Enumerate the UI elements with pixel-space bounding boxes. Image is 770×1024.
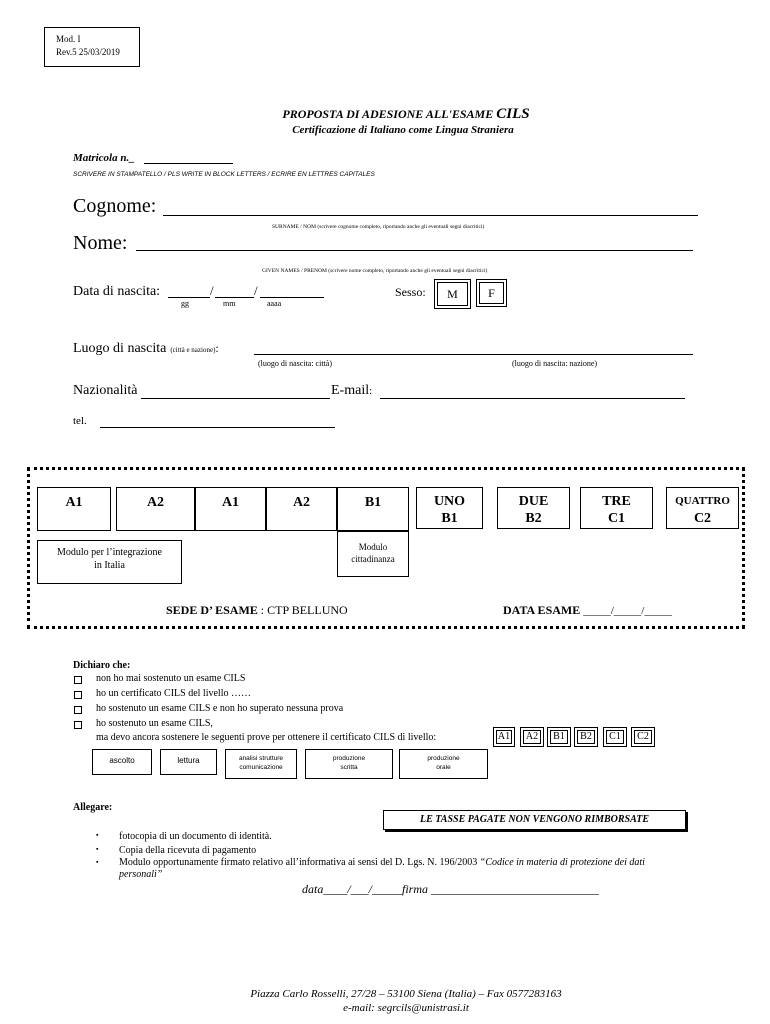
allegare-title: Allegare: [73, 802, 113, 813]
cert-level-label: A1 [497, 731, 511, 742]
email-field[interactable] [380, 384, 685, 399]
prova-label: ascolto [109, 756, 135, 765]
level-box-uno-b1[interactable] [416, 487, 483, 529]
luogo-label [73, 339, 219, 357]
bullet-icon: ▪ [96, 831, 99, 839]
level-box-a1-integrazione[interactable] [37, 487, 111, 531]
nazionalita-field[interactable] [141, 384, 330, 399]
cert-level-c1[interactable] [606, 730, 624, 744]
prova-label: analisi strutture comunicazione [238, 755, 284, 771]
modulo-cittadinanza-line1: Modulo [358, 542, 388, 552]
level-box-quattro-c2[interactable] [666, 487, 739, 529]
dob-sep1: / [210, 283, 214, 298]
level-label: TRE [602, 494, 631, 509]
dob-day-field[interactable] [168, 284, 210, 298]
sede-label: SEDE D’ ESAME [166, 603, 258, 617]
bullet-icon: ▪ [96, 845, 99, 853]
checkbox-mai-sostenuto[interactable] [74, 676, 82, 684]
modulo-cittadinanza-line2: cittadinanza [351, 554, 395, 564]
mod-box [44, 27, 140, 67]
level-label: A2 [146, 495, 165, 510]
modulo-integrazione-box [37, 540, 182, 584]
bullet-icon: ▪ [96, 858, 99, 866]
cert-level-a1[interactable] [496, 730, 512, 744]
luogo-citta-hint: (luogo di nascita: città) [258, 359, 332, 368]
level-label: QUATTRO [675, 495, 730, 507]
page-title [0, 106, 770, 123]
title-cils: CILS [496, 106, 530, 122]
matricola-label: Matricola n._ [73, 152, 135, 164]
footer-email: e-mail: segrcils@unistrasi.it [343, 1002, 469, 1014]
level-box-tre-c1[interactable] [580, 487, 653, 529]
luogo-nazione-hint: (luogo di nascita: nazione) [512, 359, 598, 368]
level-sublabel: B1 [441, 511, 458, 526]
luogo-colon: : [215, 341, 219, 355]
dob-gg-hint: gg [181, 299, 189, 308]
mod-revision: Rev.5 25/03/2019 [56, 47, 120, 57]
checkbox-prove-mancanti[interactable] [74, 721, 82, 729]
matricola-hint: SCRIVERE IN STAMPATELLO / PLS WRITE IN BLOCK LETTERS / ECRIRE EN LETTRES CAPITALES [73, 171, 375, 178]
tasse-text: LE TASSE PAGATE NON VENGONO RIMBORSATE [419, 814, 650, 825]
cert-level-label: B1 [553, 731, 565, 742]
level-box-a2-integrazione[interactable] [116, 487, 195, 531]
dob-mm-hint: mm [223, 299, 236, 308]
data-esame-value[interactable]: _____/_____/_____ [583, 605, 672, 617]
page-subtitle: Certificazione di Italiano come Lingua Straniera [292, 124, 514, 136]
email-label-text: E-mail [331, 383, 370, 398]
modulo-integrazione-line2: in Italia [94, 560, 125, 571]
level-box-due-b2[interactable] [497, 487, 570, 529]
cert-level-b1[interactable] [550, 730, 568, 744]
cert-level-a2[interactable] [523, 730, 541, 744]
sesso-f-label: F [488, 286, 495, 300]
allegare-item-3-italic2: personali” [119, 869, 163, 880]
dob-month-field[interactable] [215, 284, 254, 298]
cert-level-c2[interactable] [634, 730, 652, 744]
email-colon: : [369, 385, 373, 397]
level-box-b1-cittadinanza[interactable] [337, 487, 409, 531]
allegare-item-1: fotocopia di un documento di identità. [119, 831, 272, 842]
cert-level-label: A2 [525, 731, 539, 742]
prova-lettura[interactable] [160, 749, 217, 775]
mod-line1: Mod. I [56, 34, 81, 44]
dichiaro-title: Dichiaro che: [73, 660, 131, 671]
dichiaro-item-2: ho un certificato CILS del livello …… [96, 688, 251, 699]
sede-esame [166, 603, 348, 618]
sede-value: : CTP BELLUNO [257, 603, 348, 617]
allegare-item-3 [119, 857, 739, 881]
dob-year-field[interactable] [260, 284, 324, 298]
sesso-m-label: M [447, 287, 458, 301]
email-label [331, 383, 372, 399]
data-esame-label: DATA ESAME [503, 603, 581, 617]
level-sublabel: B2 [525, 511, 542, 526]
cert-level-b2[interactable] [577, 730, 595, 744]
cognome-field[interactable] [163, 197, 698, 216]
dichiaro-item-3: ho sostenuto un esame CILS e non ho superato nessuna prova [96, 703, 344, 714]
modulo-integrazione-line1: Modulo per l’integrazione [57, 547, 162, 558]
level-label: A1 [221, 495, 240, 510]
level-label: A1 [65, 495, 83, 510]
dichiaro-item-1: non ho mai sostenuto un esame CILS [96, 673, 246, 684]
luogo-label-small: (città e nazione) [170, 346, 216, 354]
tel-label: tel. [73, 415, 87, 427]
sesso-m-box[interactable] [437, 282, 468, 306]
luogo-label-text: Luogo di nascita [73, 341, 167, 356]
cert-level-label: B2 [580, 731, 592, 742]
matricola-field[interactable] [144, 150, 233, 164]
checkbox-certificato[interactable] [74, 691, 82, 699]
level-label: A2 [292, 495, 311, 510]
prova-label: produzione scritta [332, 755, 366, 771]
prova-label: produzione orale [427, 755, 460, 771]
prova-produzione-scritta[interactable] [305, 749, 393, 779]
cognome-label: Cognome: [73, 195, 157, 217]
allegare-item-3-italic: “Codice in materia di protezione dei dati [479, 857, 645, 868]
prova-label: lettura [177, 756, 200, 765]
dob-aaaa-hint: aaaa [267, 299, 282, 308]
dob-sep2: / [254, 283, 258, 298]
footer-address: Piazza Carlo Rosselli, 27/28 – 53100 Siena (Italia) – Fax 0577283163 [250, 988, 562, 1000]
level-box-a1-cittadinanza[interactable] [195, 487, 266, 531]
allegare-item-3-text: Modulo opportunamente firmato relativo all’informativa ai sensi del D. Lgs. N. 196/2003 [119, 857, 480, 868]
level-label: DUE [518, 494, 549, 509]
modulo-cittadinanza-box [337, 531, 409, 577]
prova-ascolto[interactable] [92, 749, 152, 775]
cert-level-label: C2 [637, 731, 649, 742]
nome-label: Nome: [73, 232, 128, 254]
level-sublabel: C1 [607, 511, 626, 526]
dichiaro-ma: ma devo ancora sostenere le seguenti prove per ottenere il certificato CILS di livello: [96, 732, 437, 743]
checkbox-non-superato[interactable] [74, 706, 82, 714]
allegare-item-2: Copia della ricevuta di pagamento [119, 845, 257, 856]
nazionalita-label: Nazionalità [73, 383, 138, 398]
prova-analisi-strutture[interactable] [225, 749, 297, 779]
luogo-field[interactable] [254, 341, 693, 355]
cert-level-label: C1 [609, 731, 621, 742]
dob-label: Data di nascita: [73, 284, 161, 299]
nome-hint: GIVEN NAMES / PRENOM (scrivere nome completo, riportando anche gli eventuali segni diacritici) [262, 268, 488, 274]
level-sublabel: C2 [693, 511, 712, 526]
cognome-hint: SURNAME / NOM (scrivere cognome completo, riportando anche gli eventuali segni diacritici) [272, 224, 485, 230]
data-esame [503, 603, 672, 618]
title-text: PROPOSTA DI ADESIONE ALL'ESAME [282, 107, 497, 121]
tasse-box [383, 810, 686, 830]
prova-produzione-orale[interactable] [399, 749, 488, 779]
level-box-a2-cittadinanza[interactable] [266, 487, 337, 531]
level-label: UNO [433, 494, 466, 509]
sesso-f-box[interactable] [479, 282, 504, 304]
sesso-label: Sesso: [395, 285, 426, 299]
nome-field[interactable] [136, 233, 693, 251]
dichiaro-item-4: ho sostenuto un esame CILS, [96, 718, 213, 729]
data-firma-line[interactable]: data____/___/_____firma ____________________________ [302, 882, 600, 896]
tel-field[interactable] [100, 414, 335, 428]
level-label: B1 [364, 495, 382, 510]
